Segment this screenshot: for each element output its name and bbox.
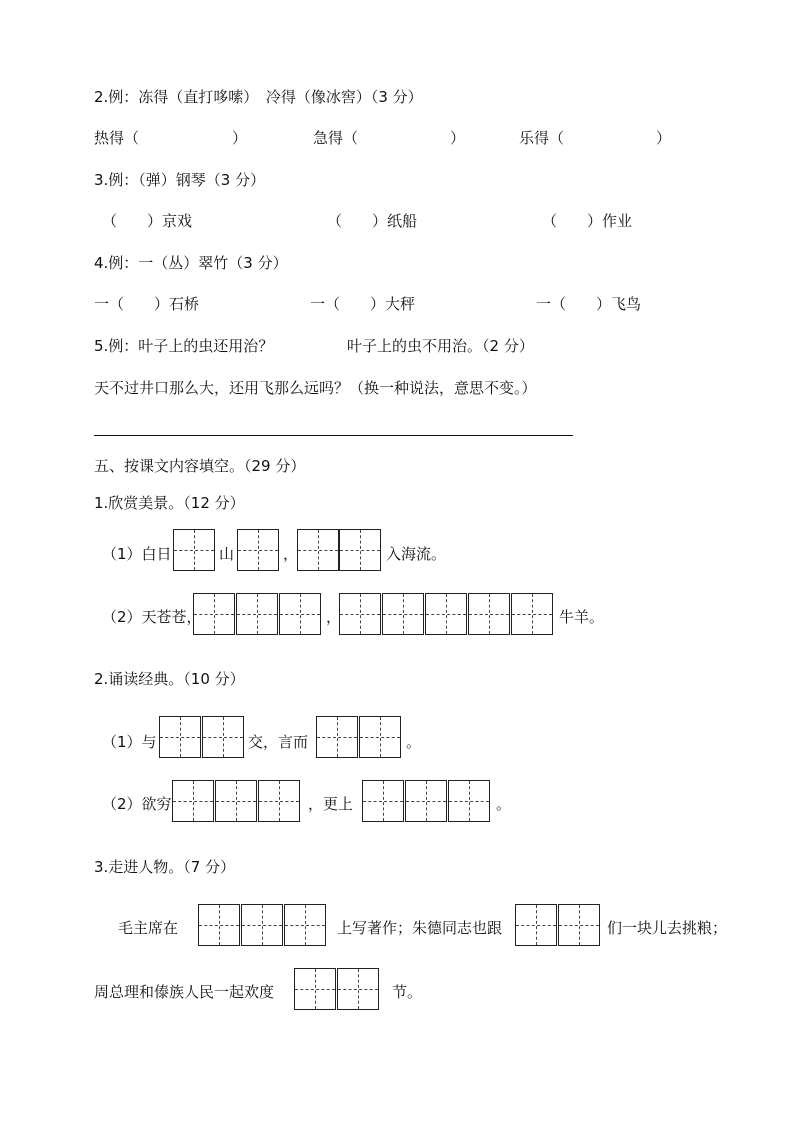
sub2-title: 2.诵读经典。（10 分） — [94, 670, 245, 688]
char-box[interactable] — [339, 529, 381, 571]
char-box[interactable] — [172, 780, 214, 822]
char-box[interactable] — [468, 593, 510, 635]
char-box[interactable] — [237, 529, 279, 571]
q4-header: 4.例：一（丛）翠竹（3 分） — [94, 254, 288, 272]
char-box[interactable] — [159, 716, 201, 758]
char-box[interactable] — [405, 780, 447, 822]
char-box[interactable] — [382, 593, 424, 635]
sub3-l2-prefix: 周总理和傣族人民一起欢度 — [94, 983, 275, 1001]
sub2-l2-mid: ，更上 — [308, 795, 354, 813]
sub3-l1-prefix: 毛主席在 — [118, 919, 179, 937]
q5-prompt: 天不过井口那么大，还用飞那么远吗？（换一种说法，意思不变。） — [94, 379, 537, 397]
q2-item-2-close: ） — [450, 129, 466, 147]
q4-item-3: 一（ ）飞鸟 — [536, 295, 642, 313]
q3-item-2: （ ）纸船 — [327, 212, 418, 230]
char-box[interactable] — [362, 780, 404, 822]
char-box[interactable] — [448, 780, 490, 822]
char-box[interactable] — [425, 593, 467, 635]
q5-example-a: 5.例：叶子上的虫还用治？ — [94, 337, 274, 355]
char-box[interactable] — [258, 780, 300, 822]
q2-header: 2.例：冻得（直打哆嗦） 冷得（像冰窖）（3 分） — [94, 88, 423, 106]
char-box[interactable] — [337, 968, 379, 1010]
q2-item-2-open: 急得（ — [313, 129, 359, 147]
sub2-l1-end: 。 — [406, 733, 422, 751]
char-box[interactable] — [339, 593, 381, 635]
sub2-l2-prefix: （2）欲穷 — [102, 795, 172, 813]
q3-header: 3.例：（弹）钢琴（3 分） — [94, 171, 266, 189]
char-box[interactable] — [173, 529, 215, 571]
char-box[interactable] — [515, 904, 557, 946]
sub2-l1-mid: 交，言而 — [248, 733, 309, 751]
char-box[interactable] — [202, 716, 244, 758]
q3-item-1: （ ）京戏 — [102, 212, 193, 230]
section5-title: 五、按课文内容填空。（29 分） — [94, 457, 306, 475]
q3-item-3: （ ）作业 — [542, 212, 633, 230]
char-box[interactable] — [511, 593, 553, 635]
answer-line[interactable] — [94, 435, 573, 436]
q4-item-2: 一（ ）大秤 — [310, 295, 416, 313]
char-box[interactable] — [193, 593, 235, 635]
q2-item-3-close: ） — [656, 129, 672, 147]
sub2-l1-prefix: （1）与 — [102, 733, 157, 751]
char-box[interactable] — [198, 904, 240, 946]
char-box[interactable] — [284, 904, 326, 946]
q5-example-b: 叶子上的虫不用治。（2 分） — [347, 337, 534, 355]
char-box[interactable] — [316, 716, 358, 758]
sub1-l1-mid: 山 — [219, 545, 235, 563]
char-box[interactable] — [359, 716, 401, 758]
sub3-l1-mid: 上写著作；朱德同志也跟 — [337, 919, 503, 937]
sub2-l2-end: 。 — [496, 795, 512, 813]
char-box[interactable] — [558, 904, 600, 946]
q2-item-1-close: ） — [232, 129, 248, 147]
q4-item-1: 一（ ）石桥 — [94, 295, 200, 313]
q2-item-3-open: 乐得（ — [519, 129, 565, 147]
char-box[interactable] — [297, 529, 339, 571]
sub3-title: 3.走进人物。（7 分） — [94, 858, 236, 876]
sub3-l1-suffix: 们一块儿去挑粮； — [607, 919, 728, 937]
sub1-l2-comma: ， — [326, 608, 342, 626]
char-box[interactable] — [294, 968, 336, 1010]
sub1-l2-suffix: 牛羊。 — [559, 608, 605, 626]
char-box[interactable] — [241, 904, 283, 946]
sub1-l1-suffix: 入海流。 — [386, 545, 447, 563]
q2-item-1-open: 热得（ — [94, 129, 140, 147]
sub1-l2-prefix: （2）天苍苍， — [102, 608, 202, 626]
char-box[interactable] — [215, 780, 257, 822]
char-box[interactable] — [279, 593, 321, 635]
sub3-l2-suffix: 节。 — [392, 983, 423, 1001]
sub1-l1-comma: ， — [283, 545, 299, 563]
sub1-l1-prefix: （1）白日 — [102, 545, 172, 563]
char-box[interactable] — [236, 593, 278, 635]
sub1-title: 1.欣赏美景。（12 分） — [94, 494, 245, 512]
